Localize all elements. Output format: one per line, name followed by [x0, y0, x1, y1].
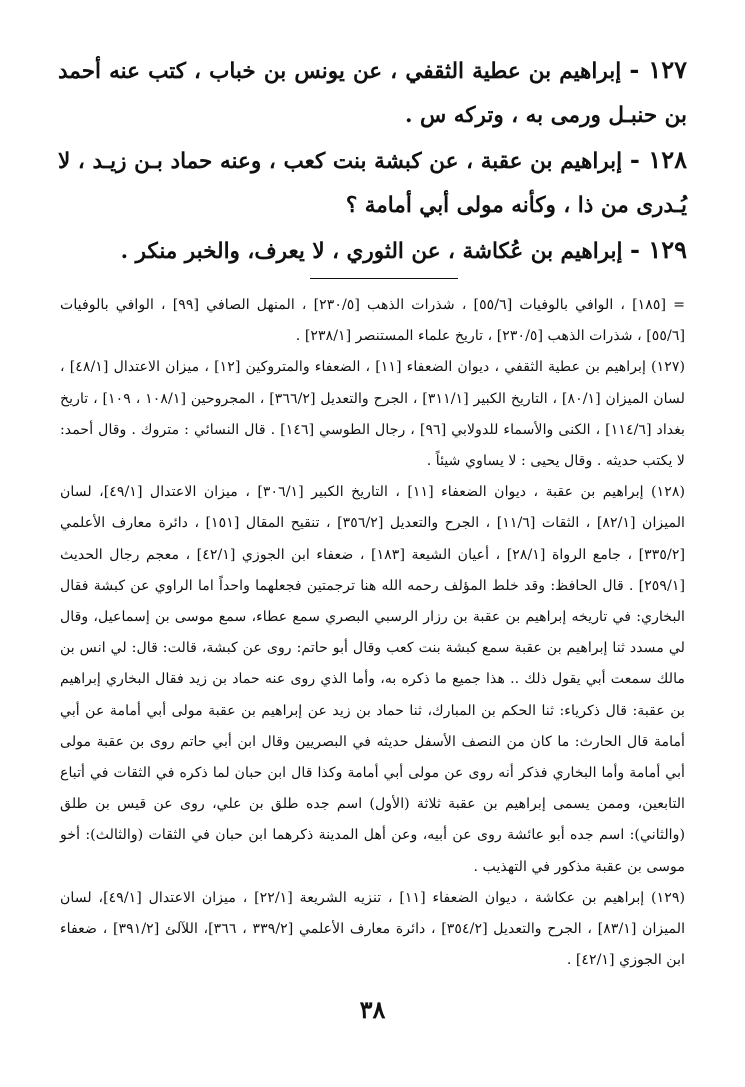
entry-text: إبراهيم بن عُكاشة ، عن الثوري ، لا يعرف، والخبر منكر .	[120, 239, 623, 264]
main-entries	[58, 48, 687, 274]
footnote-continuation: = [١٨٥] ، الوافي بالوفيات [٥٥/٦] ، شذرات الذهب [٢٣٠/٥] ، المنهل الصافي [٩٩] ، الوافي بالوفيات [٥٥/٦] ، شذرات الذهب [٢٣٠/٥] ، تاريخ علماء المستنصر [٢٣٨/١] .	[60, 297, 686, 345]
entry-text: إبراهيم بن عقبة ، عن كبشة بنت كعب ، وعنه حماد بـن زيـد ، لا يُـدرى من ذا ، وكأنه مولى أبي أمامة ؟	[58, 149, 687, 218]
footnote-127: (١٢٧) إبراهيم بن عطية الثقفي ، ديوان الضعفاء [١١] ، الضعفاء والمتروكين [١٢] ، ميزان الاعتدال [٤٨/١] ، لسان الميزان [٨٠/١] ، التاريخ الكبير [٣١١/١] ، الجرح والتعديل [٣٦٦/٢] ، المجروحين [١٠٨/١ ، ١٠٩] ، تاريخ بغداد [١١٤/٦] ، الكنى والأسماء للدولابي [٩٦] ، رجال الطوسي [١٤٦] . قال النسائي : متروك . وقال أحمد: لا يكتب حديثه . وقال يحيى : لا يساوي شيئاً .	[60, 359, 686, 470]
entry-127	[58, 48, 687, 138]
entry-number: ١٢٨ -	[629, 145, 687, 174]
footnote-129: (١٢٩) إبراهيم بن عكاشة ، ديوان الضعفاء [١١] ، تنزيه الشريعة [٢٢/١] ، ميزان الاعتدال [٤٩/١]، لسان الميزان [٨٣/١] ، الجرح والتعديل [٣٥٤/٢] ، دائرة معارف الأعلمي [٣٣٩/٢ ، ٣٦٦]، اللآلئ [٣٩١/٢] ، ضعفاء ابن الجوزي [٤٢/١] .	[60, 889, 686, 969]
entry-128	[58, 138, 687, 228]
entry-number: ١٢٧ -	[629, 55, 687, 84]
footnote-separator	[310, 278, 458, 279]
footnotes	[60, 290, 685, 976]
entry-text: إبراهيم بن عطية الثقفي ، عن يونس بن خباب ، كتب عنه أحمد بن حنبـل ورمى به ، وتركه س .	[58, 59, 687, 128]
entry-number: ١٢٩ -	[630, 235, 687, 264]
footnote-128: (١٢٨) إبراهيم بن عقبة ، ديوان الضعفاء [١١] ، التاريخ الكبير [٣٠٦/١] ، ميزان الاعتدال [٤٩/١]، لسان الميزان [٨٢/١] ، الثقات [١١/٦] ، الجرح والتعديل [٣٥٦/٢] ، تنقيح المقال [١٥١] ، دائرة معارف الأعلمي [٣٣٥/٢] ، جامع الرواة [٢٨/١] ، أعيان الشيعة [١٨٣] ، ضعفاء ابن الجوزي [٤٢/١] ، معجم رجال الحديث [٢٥٩/١] . قال الحافظ: وقد خلط المؤلف رحمه الله هنا ترجمتين فجعلهما واحداً اما الراوي عن كبشة فقال البخاري: في تاريخه إبراهيم بن عقبة بن رزار الرسبي البصري سمع عطاء، سمع موسى بن إسماعيل، وقال لي مسدد ثنا إبراهيم بن عقبة سمع كبشة بنت كعب وقال أبو حاتم: روى عن كبشة، قالت: قال: لي انس بن مالك سمعت أبي يقول ذلك .. هذا جميع ما ذكره به، وأما الذي روى عنه حماد بن زيد فقال البخاري إبراهيم بن عقبة: قال ذكرياء: ثنا الحكم بن المبارك، ثنا حماد بن زيد عن إبراهيم بن عقبة مولى أبي أمامة عن أبي أمامة قال الحارث: ما كان من النصف الأسفل حديثه في البصريين وقال ابن أبي حاتم روى بن عقبة مولى أبي أمامة وأما البخاري فذكر أنه روى عن مولى أبي أمامة وكذا قال ابن حبان لما ذكره في الثقات في أتباع التابعين، وممن يسمى إبراهيم بن عقبة ثلاثة (الأول) اسم جده طلق بن علي، روى عن قيس بن طلق (والثاني): اسم جده أبو عائشة روى عن أبيه، وعن أهل المدينة ذكرهما ابن حبان في الثقات (والثالث): أخو موسى بن عقبة مذكور في التهذيب .	[60, 484, 685, 875]
entry-129	[58, 228, 687, 274]
page-number: ٣٨	[359, 995, 386, 1024]
